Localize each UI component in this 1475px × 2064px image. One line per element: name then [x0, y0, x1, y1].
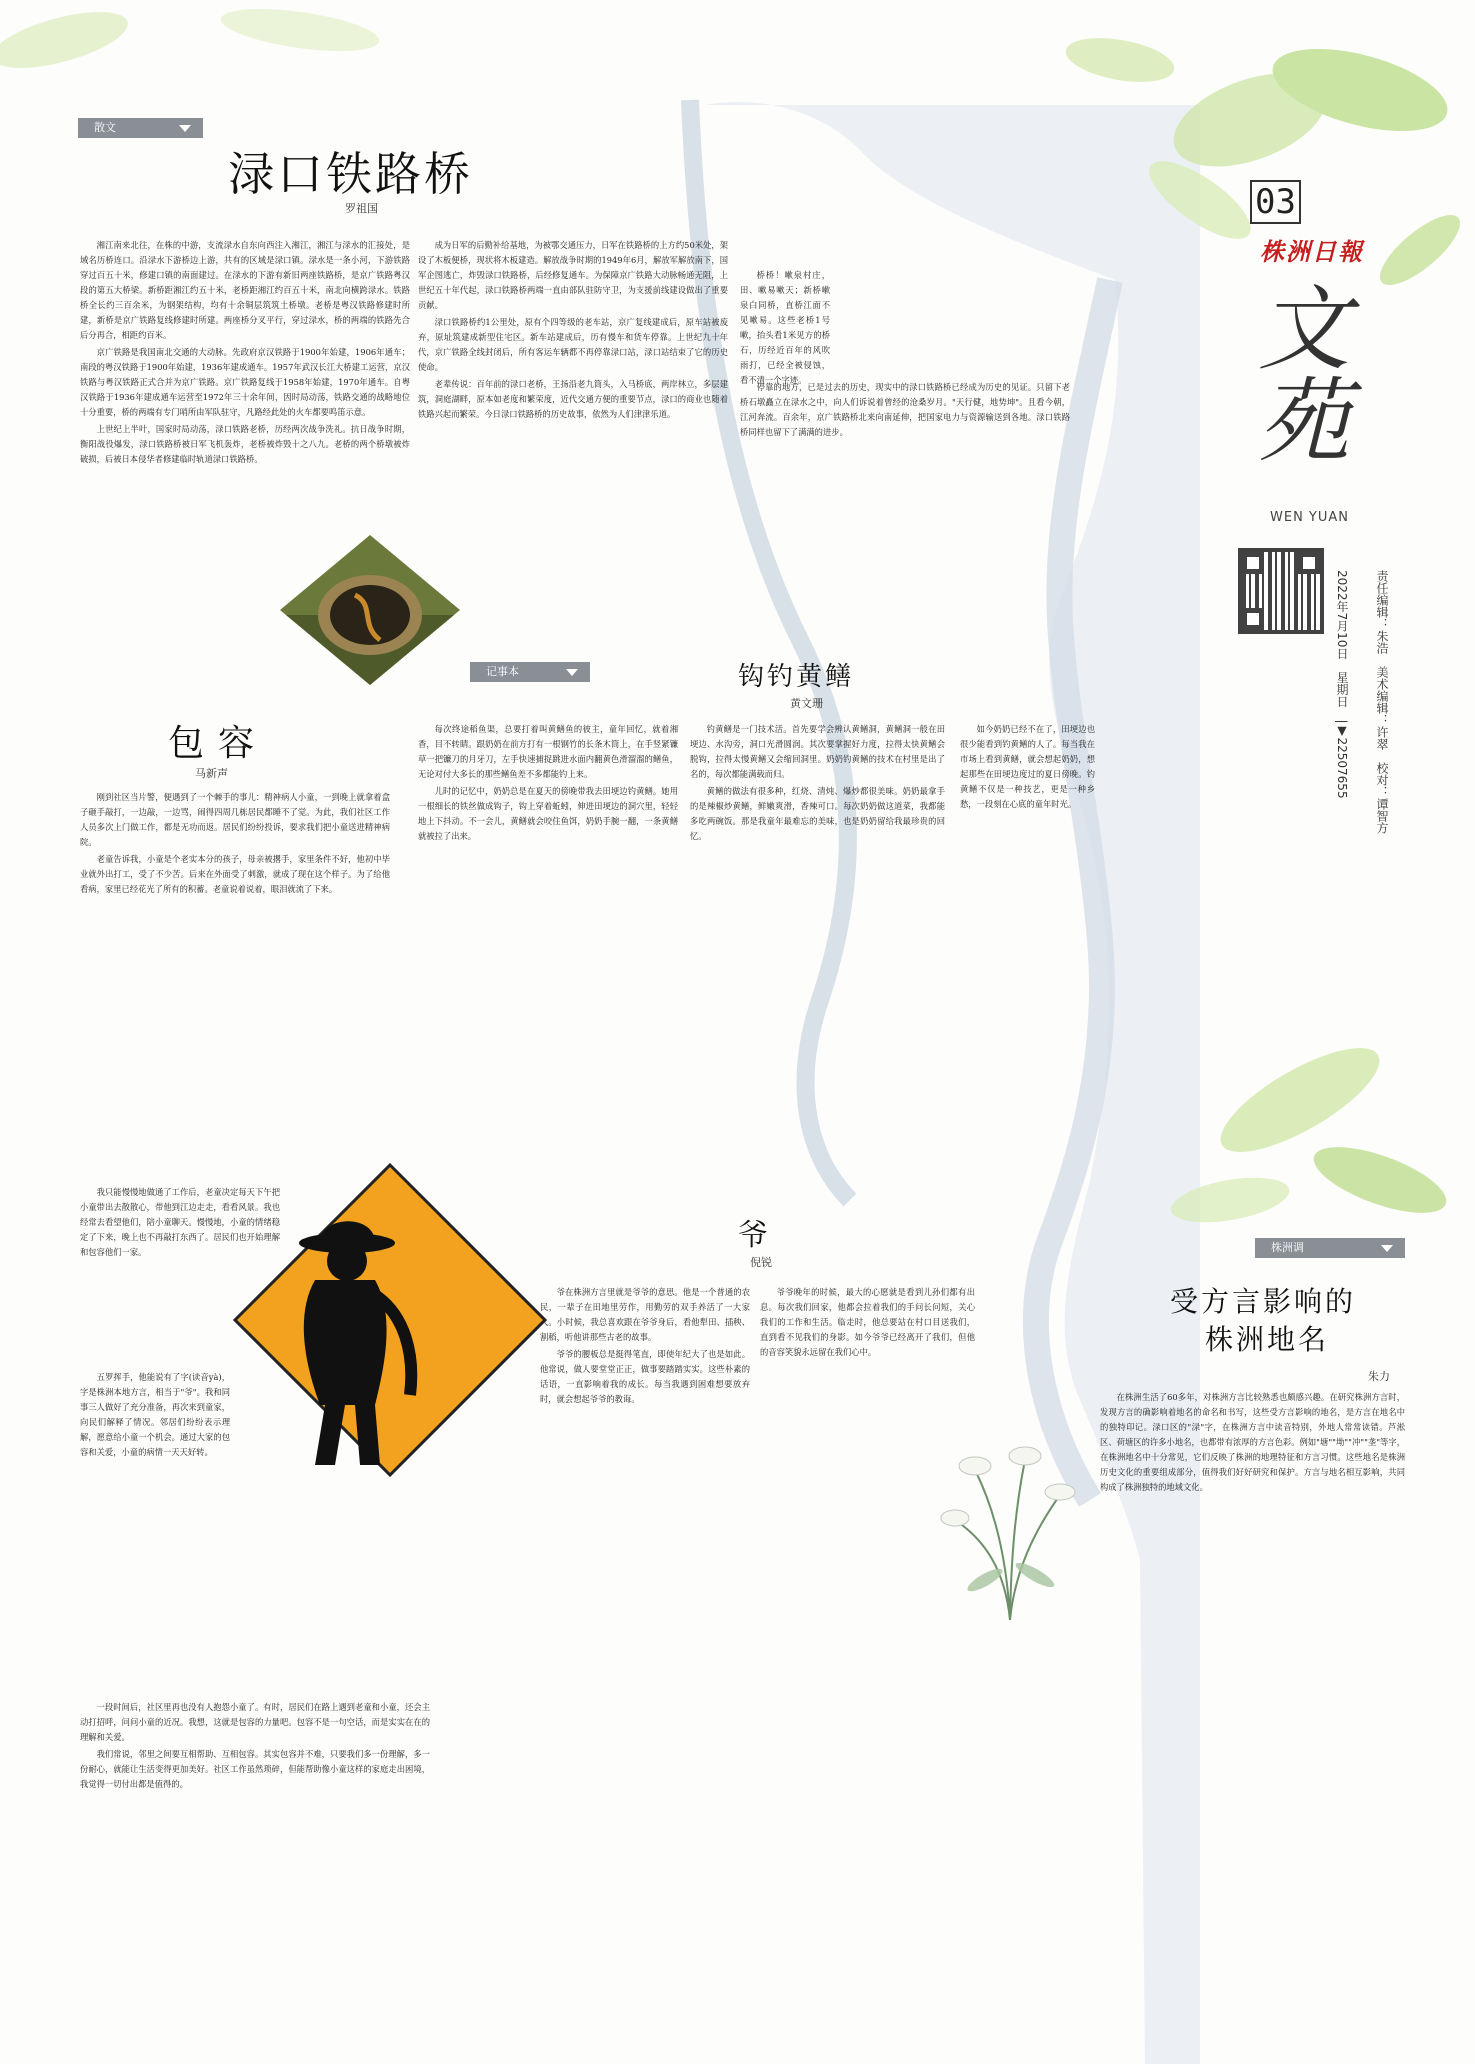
section-title: 文苑 [1243, 280, 1350, 464]
article-body [740, 268, 830, 385]
paper-name: 株洲日報 [1260, 238, 1364, 266]
paragraph: 上世纪上半叶，国家时局动荡，渌口铁路老桥，历经两次战争洗礼。抗日战争时期，衡阳战役爆发，渌口铁路桥被日军飞机轰炸，老桥被炸毁十之八九。老桥的两个桥墩被炸破损，后被日本侵华者修建临时轨道渌口铁路桥。 [80, 424, 410, 464]
article-title-grandpa: 爷 [738, 1218, 771, 1253]
flowers-illustration [915, 1400, 1105, 1630]
article-title-dialect-line2: 株洲地名 [1205, 1323, 1330, 1356]
eel-basket-photo [280, 535, 460, 685]
article-author-eel-fishing: 黄文珊 [790, 697, 823, 710]
paragraph: 老辈传说：百年前的渌口老桥，王扬沿老九筒头，入马桥底，两岸林立，多层建筑，洞庭湖畔，原本如老度和繁荣度，近代交通方便的重要节点，渌口的商业也随着铁路兴起而繁荣。今日渌口铁路桥的历史故事，依然为人们津津乐道。 [418, 379, 728, 419]
article-body [80, 1370, 230, 1690]
paragraph: 每次终途稻鱼渠，总要打着叫黄鳝鱼的彼主，童年回忆，就着湘香，目不转睛。跟奶奶在前方打有一根钢竹的长条木筒上，在手竖紧镰草一把镰刀的月牙刀，左手快速捕捉跳进水面内翻黄色滑溜溜的鳝鱼，无论对付大多长的那些鳝鱼差不多都能钓上来。 [418, 724, 678, 779]
article-body [760, 1285, 975, 2030]
paragraph: 我们常说，邻里之间要互相帮助、互相包容。其实包容并不难，只要我们多一份理解，多一份耐心，就能让生活变得更加美好。社区工作虽然琐碎，但能帮助像小童这样的家庭走出困境，我觉得一切付出都是值得的。 [80, 1749, 430, 1789]
paragraph: 在株洲生活了60多年，对株洲方言比较熟悉也颇感兴趣。在研究株洲方言时，发现方言的确影响着地名的命名和书写，这些受方言影响的地名，是方言在地名中的独特印记。渌口区的"渌"字，在株洲方言中读音特别，外地人常常读错。芦淞区、荷塘区的许多小地名，也都带有浓厚的方言色彩。例如"塘""坳""冲""垄"等字，在株洲地名中十分常见，它们反映了株洲的地理特征和方言习惯。这些地名是株洲历史文化的重要组成部分，值得我们好好研究和保护。方言与地名相互影响，共同构成了株洲独特的地域文化。 [1100, 1392, 1405, 1492]
paragraph: 停靠的地方，已是过去的历史，现实中的渌口铁路桥已经成为历史的见证。只留下老桥石墩矗立在渌水之中，向人们诉说着曾经的沧桑岁月。"天行健，地势坤"。且看今朝，江河奔流。百余年，京广铁路桥北来向南延伸，把国家电力与资源输送到各地。渌口铁路桥同样也留下了满满的进步。 [740, 382, 1070, 437]
paragraph: 黄鳝的做法有很多种，红烧、清炖、爆炒都很美味。奶奶最拿手的是辣椒炒黄鳝，鲜嫩爽滑，香辣可口。每次奶奶做这道菜，我都能多吃两碗饭。那是我童年最难忘的美味，也是奶奶留给我最珍贵的回忆。 [690, 786, 945, 841]
article-body [80, 1700, 430, 2030]
article-body [80, 790, 390, 1180]
paragraph: 爷爷晚年的时候，最大的心愿就是看到儿孙们都有出息。每次我们回家，他都会拉着我们的手问长问短，关心我们的工作和生活。临走时，他总要站在村口目送我们，直到看不见我们的身影。如今爷爷已经离开了我们，但他的音容笑貌永远留在我们心中。 [760, 1287, 975, 1357]
paragraph: 桥桥！嗽泉村庄，田、嗽易嗽天；新桥嗽泉白同桥，直桥江面不见嗽易。这些老桥1号嗽，抬头看1米见方的桥石，历经近百年的风吹雨打，已经全被侵蚀，看不清一个字迹。 [740, 270, 830, 385]
date-line: 2022年7月10日 星期日 [1335, 570, 1349, 720]
editor-credits [1350, 570, 1390, 890]
article-body [740, 380, 1070, 585]
date-info [1330, 570, 1350, 890]
paragraph: 渌口铁路桥约1公里处，原有个四等级的老车站，京广复线建成后，原车站被废弃，原址筑建成新型住宅区。新车站建成后，历有慢车和货车停靠。上世纪九十年代，京广铁路全线封闭后，所有客运车辆都不再停靠渌口站，渌口站结束了它的历史使命。 [418, 317, 728, 372]
article-body [540, 1285, 750, 2030]
phone-line: |▼22507655 [1335, 719, 1349, 799]
paragraph: 京广铁路是我国南北交通的大动脉。先政府京汉铁路于1900年始建，1906年通车；南段的粤汉铁路于1900年始建，1936年建成通车。1957年武汉长江大桥建工运营，京汉铁路与粤汉铁路正式合并为京广铁路。京广铁路复线于1958年始建，1970年通车。自粤汉铁路于1936年建成通车运营至1972年三十余年间，因时局动荡，铁路交通的战略地位十分重要，桥的两端有专门哨所由军队驻守，凡路经此处的火车都要鸣笛示意。 [80, 347, 410, 417]
article-body [960, 722, 1095, 1177]
article-title-eel-fishing: 钩钓黄鳝 [738, 662, 855, 692]
article-body [1100, 1390, 1405, 2030]
article-title-tolerance: 包容 [168, 723, 269, 764]
paragraph: 老童告诉我，小童是个老实本分的孩子，母亲被撂手，家里条件不好，他初中毕业就外出打工，受了不少苦。后来在外面受了刺激，就成了现在这个样子。为了给他看病，家里已经花光了所有的积蓄。老童说着说着，眼泪就流了下来。 [80, 854, 390, 894]
paragraph: 儿时的记忆中，奶奶总是在夏天的傍晚带我去田埂边钓黄鳝。她用一根细长的铁丝做成钩子，钩上穿着蚯蚓，伸进田埂边的洞穴里，轻轻地上下抖动。不一会儿，黄鳝就会咬住鱼饵，奶奶手腕一翻，一条黄鳝就被拉了出来。 [418, 786, 678, 841]
masthead [1230, 170, 1410, 890]
article-author-tolerance: 马新声 [195, 767, 228, 780]
paragraph: 成为日军的后勤补给基地，为被鄂交通压力，日军在铁路桥的上方约50米处，架设了木板便桥，现状将木板建造。解放战争时期的1949年6月，解放军解放南下，国军企图逃亡，炸毁渌口铁路桥，后经修复通车。为保障京广铁路大动脉畅通无阻，上世纪五十年代起，渌口铁路桥两端一直由部队驻防守卫，为支援前线建设做出了重要贡献。 [418, 240, 728, 310]
editor-line: 责任编辑：朱浩 美术编辑：许翠 校对：谭智方 [1375, 570, 1389, 834]
article-author-grandpa: 倪锐 [750, 1256, 772, 1269]
article-body [418, 722, 678, 1177]
article-body [690, 722, 945, 1177]
article-author-railway-bridge: 罗祖国 [345, 202, 378, 215]
article-title-railway-bridge: 渌口铁路桥 [228, 147, 473, 201]
section-tag-notes: 记事本 [470, 662, 590, 682]
article-body [80, 238, 410, 578]
paragraph: 湘江南来北往，在株的中游，支流渌水自东向西注入湘江，湘江与渌水的汇接处，是域名历桥连口。沿渌水下游桥边上游，共有的区域是渌口镇。渌水是一条小河，下游铁路穿过百五十米，修建口镇的南面建过。在渌水的下游有新旧两座铁路桥，是京广铁路粤汉段的第五大桥梁。新桥距湘江约五十米，老桥距湘江约百五十米，南北向横跨渌水。铁路桥全长约三百余米，为钢架结构，均有十余铜层筑筑土桥墩。老桥是粤汉铁路修建时所建，新桥是京广铁路复线修建时所建。两座桥分叉平行，穿过渌水，桥的两端的铁路先合后分再合，相距约百米。 [80, 240, 410, 340]
paragraph: 爷在株洲方言里就是爷爷的意思。他是一个普通的农民，一辈子在田地里劳作，用勤劳的双手养活了一大家人。小时候，我总喜欢跟在爷爷身后，看他犁田、插秧、割稻，听他讲那些古老的故事。 [540, 1287, 750, 1342]
paragraph: 爷爷的腰板总是挺得笔直，即使年纪大了也是如此。他常说，做人要堂堂正正，做事要踏踏实实。这些朴素的话语，一直影响着我的成长。每当我遇到困难想要放弃时，就会想起爷爷的教诲。 [540, 1349, 750, 1404]
section-tag-zhuzhou: 株洲调 [1255, 1238, 1405, 1258]
paragraph: 我只能慢慢地做通了工作后，老童决定每天下午把小童带出去散散心，带他到江边走走，看看风景。我也经常去看望他们，陪小童聊天。慢慢地，小童的情绪稳定了下来，晚上也不再敲打东西了。居民们也开始理解和包容他们一家。 [80, 1187, 280, 1257]
paragraph: 刚到社区当片警，便遇到了一个棘手的事儿：精神病人小童，一到晚上就拿着盒子砸手敲打，一边敲，一边骂，闹得四周几栋居民都睡不了觉。为此，我们社区工作人员多次上门做工作，都是无功而返。居民们纷纷投诉，要求我们把小童送进精神病院。 [80, 792, 390, 847]
section-title-en: WEN YUAN [1270, 510, 1349, 525]
paragraph: 五罗挥手，他能说有了字(读音yà)，字是株洲本地方言，相当于"爷"。我和同事三人做好了充分准备，再次来到童家，向民们解释了情况。邻居们纷纷表示理解，愿意给小童一个机会。通过大家的包容和关爱，小童的病情一天天好转。 [80, 1372, 230, 1457]
article-title-dialect-line1: 受方言影响的 [1170, 1285, 1357, 1318]
qr-code [1238, 548, 1324, 634]
paragraph: 钓黄鳝是一门技术活。首先要学会辨认黄鳝洞，黄鳝洞一般在田埂边、水沟旁，洞口光滑圆润。其次要掌握好力度，拉得太快黄鳝会脱钩，拉得太慢黄鳝又会缩回洞里。奶奶钓黄鳝的技术在村里是出了名的，每次都能满载而归。 [690, 724, 945, 779]
article-body [418, 238, 728, 583]
grandpa-silhouette-illustration [235, 1165, 545, 1475]
page-number: 03 [1250, 180, 1301, 224]
paragraph: 如今奶奶已经不在了，田埂边也很少能看到钓黄鳝的人了。每当我在市场上看到黄鳝，就会想起奶奶，想起那些在田埂边度过的夏日傍晚。钓黄鳝不仅是一种技艺，更是一种乡愁，一段刻在心底的童年时光。 [960, 724, 1095, 809]
section-tag-essay: 散文 [78, 118, 203, 138]
paragraph: 一段时间后，社区里再也没有人抱怨小童了。有时，居民们在路上遇到老童和小童，还会主动打招呼，问问小童的近况。我想，这就是包容的力量吧。包容不是一句空话，而是实实在在的理解和关爱。 [80, 1702, 430, 1742]
article-author-dialect: 朱力 [1368, 1370, 1390, 1383]
